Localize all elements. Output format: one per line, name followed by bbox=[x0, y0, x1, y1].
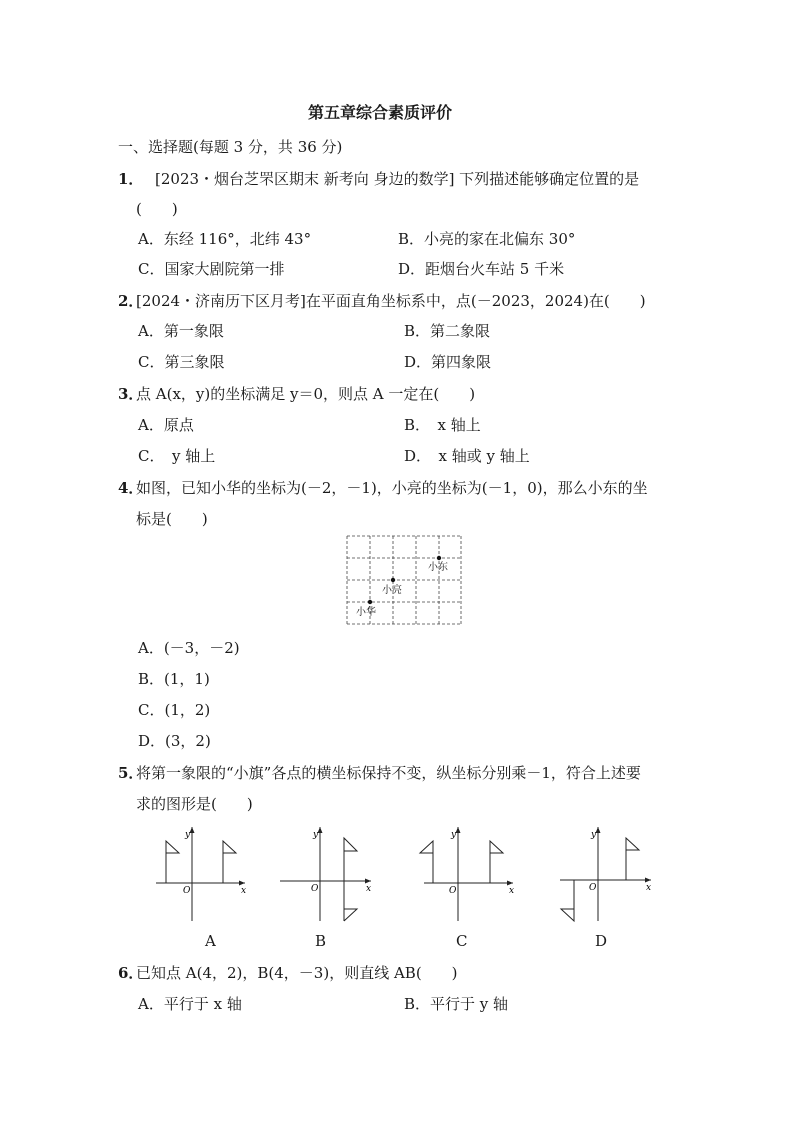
q2-option-b: B．第二象限 bbox=[404, 322, 491, 340]
q5-label-d: D bbox=[595, 932, 608, 950]
svg-text:y: y bbox=[313, 830, 319, 840]
point-xiaoliang bbox=[391, 578, 395, 582]
svg-text:O: O bbox=[449, 886, 457, 896]
q2-option-d: D．第四象限 bbox=[404, 353, 492, 371]
svg-text:O: O bbox=[311, 884, 319, 894]
q1-option-d: D．距烟台火车站 5 千米 bbox=[398, 260, 565, 278]
q2-option-a: A．第一象限 bbox=[138, 322, 224, 340]
q1-stem: [2023・烟台芝罘区期末 新考向 身边的数学] 下列描述能够确定位置的是 bbox=[155, 170, 640, 188]
q1-option-c: C．国家大剧院第一排 bbox=[138, 260, 285, 278]
svg-text:y: y bbox=[185, 830, 191, 840]
q2-number: 2． bbox=[118, 292, 144, 310]
q4-grid-figure bbox=[346, 535, 462, 625]
q5-label-a: A bbox=[205, 932, 216, 950]
svg-text:x: x bbox=[366, 884, 372, 894]
q6-option-a: A．平行于 x 轴 bbox=[138, 995, 242, 1013]
q3-option-b: B． x 轴上 bbox=[404, 416, 481, 434]
q4-option-b: B．(1，1) bbox=[138, 670, 210, 688]
q3-option-a: A．原点 bbox=[138, 416, 194, 434]
section-heading: 一、选择题(每题 3 分，共 36 分) bbox=[118, 138, 343, 156]
q3-option-d: D． x 轴或 y 轴上 bbox=[404, 447, 530, 465]
svg-text:x: x bbox=[509, 886, 515, 896]
svg-text:x: x bbox=[646, 883, 652, 893]
q2-stem: [2024・济南历下区月考]在平面直角坐标系中，点(－2023，2024)在( ) bbox=[136, 292, 646, 310]
q6-number: 6． bbox=[118, 964, 144, 982]
q4-option-c: C．(1，2) bbox=[138, 701, 211, 719]
q5-figure-b[interactable] bbox=[276, 823, 376, 923]
q5-number: 5． bbox=[118, 764, 144, 782]
q4-number: 4． bbox=[118, 479, 144, 497]
q4-stem-continued: 标是( ) bbox=[136, 510, 208, 528]
q4-option-d: D．(3，2) bbox=[138, 732, 211, 750]
q3-number: 3． bbox=[118, 385, 144, 403]
q5-figure-c[interactable] bbox=[418, 823, 518, 923]
q3-stem: 点 A(x，y)的坐标满足 y＝0，则点 A 一定在( ) bbox=[136, 385, 476, 403]
q5-label-b: B bbox=[315, 932, 327, 950]
q1-option-b: B．小亮的家在北偏东 30° bbox=[398, 230, 576, 248]
svg-text:y: y bbox=[451, 830, 457, 840]
q6-option-b: B．平行于 y 轴 bbox=[404, 995, 509, 1013]
q2-option-c: C．第三象限 bbox=[138, 353, 225, 371]
svg-text:O: O bbox=[589, 883, 597, 893]
point-xiaodong bbox=[437, 556, 441, 560]
q5-figure-a[interactable] bbox=[150, 823, 250, 923]
q5-figure-d[interactable] bbox=[556, 823, 656, 923]
q6-stem: 已知点 A(4，2)，B(4，－3)，则直线 AB( ) bbox=[136, 964, 458, 982]
page-title: 第五章综合素质评价 bbox=[308, 103, 453, 122]
q5-label-c: C bbox=[456, 932, 468, 950]
label-xiaodong: 小东 bbox=[428, 562, 448, 573]
q1-number: 1． bbox=[118, 170, 144, 188]
q4-option-a: A．(－3，－2) bbox=[138, 639, 240, 657]
q5-stem-continued: 求的图形是( ) bbox=[136, 795, 253, 813]
q5-stem: 将第一象限的“小旗”各点的横坐标保持不变，纵坐标分别乘－1，符合上述要 bbox=[136, 764, 641, 782]
q3-option-c: C． y 轴上 bbox=[138, 447, 216, 465]
label-xiaoliang: 小亮 bbox=[382, 585, 402, 596]
svg-text:x: x bbox=[241, 886, 247, 896]
label-xiaohua: 小华 bbox=[356, 607, 376, 618]
q4-stem: 如图，已知小华的坐标为(－2，－1)，小亮的坐标为(－1，0)，那么小东的坐 bbox=[136, 479, 648, 497]
svg-text:y: y bbox=[591, 830, 597, 840]
point-xiaohua bbox=[368, 600, 372, 604]
q1-paren: ( ) bbox=[136, 200, 178, 218]
svg-text:O: O bbox=[183, 886, 191, 896]
q1-option-a: A．东经 116°，北纬 43° bbox=[138, 230, 312, 248]
